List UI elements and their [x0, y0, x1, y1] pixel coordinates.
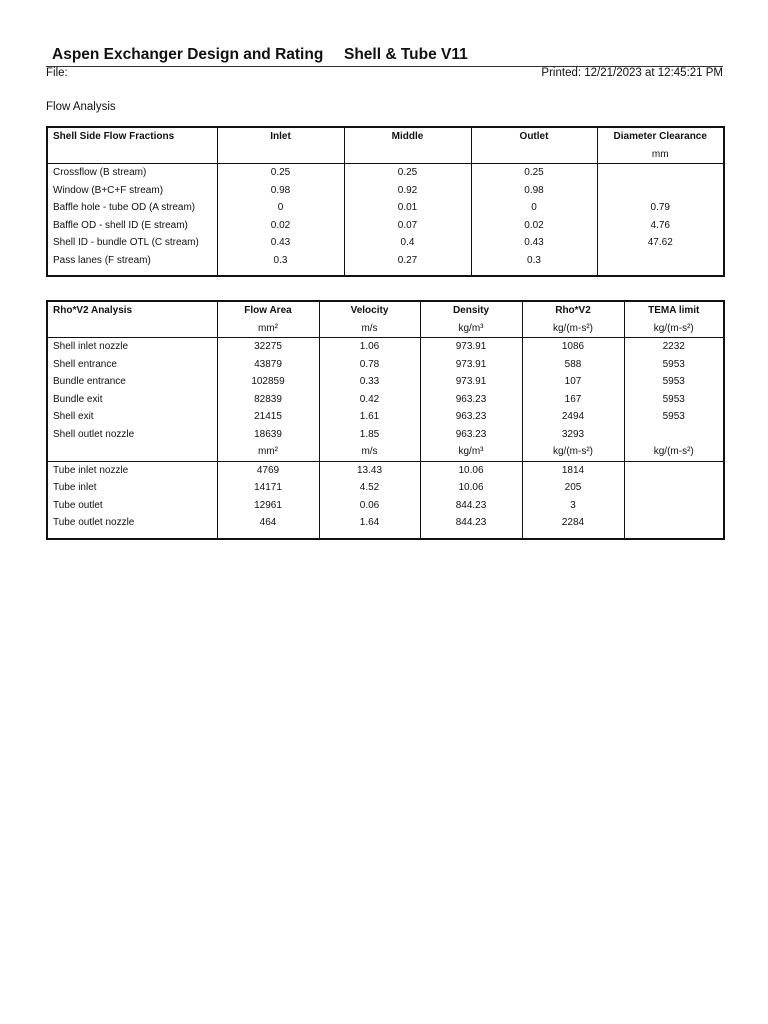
table-cell: 2232: [624, 338, 724, 356]
table-cell: 0.42: [319, 391, 420, 409]
table-cell: 0.33: [319, 373, 420, 391]
table-cell: 0.02: [471, 217, 597, 235]
table-cell: 4.52: [319, 479, 420, 497]
product-title: Shell & Tube V11: [344, 46, 468, 63]
row-label: Baffle hole - tube OD (A stream): [53, 202, 196, 213]
table-cell: 10.06: [420, 479, 522, 497]
spacer-row: [47, 532, 724, 539]
table-cell: 0.4: [344, 234, 471, 252]
column-header: Middle: [344, 127, 471, 146]
app-title: Aspen Exchanger Design and Rating: [52, 46, 324, 63]
row-label: Tube inlet nozzle: [47, 461, 217, 479]
unit-cell: [471, 146, 597, 164]
table-cell: 18639: [217, 426, 319, 444]
column-header: Shell Side Flow Fractions: [53, 131, 175, 142]
spacer-cell: [47, 532, 217, 539]
file-label: File:: [46, 67, 68, 79]
table-cell: 0.02: [217, 217, 344, 235]
table-cell: 0.98: [217, 182, 344, 200]
table-cell: 0.43: [217, 234, 344, 252]
table-cell: kg/(m-s²): [522, 443, 624, 461]
table-row: [47, 338, 724, 356]
table-cell: kg/(m-s²): [624, 443, 724, 461]
column-header: Rho*V2 Analysis: [53, 305, 133, 316]
table-cell: 13.43: [319, 461, 420, 479]
table-row: [47, 217, 724, 235]
table-cell: 0.06: [319, 497, 420, 515]
table-row: [47, 408, 724, 426]
table-cell: 205: [522, 479, 624, 497]
row-label: Bundle exit: [53, 393, 103, 405]
row-label: Shell outlet nozzle: [53, 428, 135, 440]
column-header: Inlet: [217, 127, 344, 146]
printed-timestamp: Printed: 12/21/2023 at 12:45:21 PM: [541, 67, 723, 79]
table-row: [47, 373, 724, 391]
table-cell: 4.76: [597, 217, 724, 235]
unit-cell: mm: [597, 146, 724, 164]
row-label: Shell entrance: [53, 358, 117, 370]
unit-cell: kg/(m-s²): [522, 320, 624, 338]
table-row: [47, 252, 724, 270]
row-label: Shell ID - bundle OTL (C stream): [53, 237, 199, 248]
table-row: [47, 497, 724, 515]
table-cell: 973.91: [420, 356, 522, 374]
table-cell: 0.25: [471, 164, 597, 182]
table-row: [47, 479, 724, 497]
table-cell: 0.43: [471, 234, 597, 252]
table-cell: 167: [522, 391, 624, 409]
table-cell: 5953: [624, 408, 724, 426]
table-cell: 5953: [624, 373, 724, 391]
table-row: [47, 356, 724, 374]
table-header-row: [47, 301, 724, 320]
spacer-cell: [217, 532, 319, 539]
table-cell: 963.23: [420, 408, 522, 426]
table-cell: 0.92: [344, 182, 471, 200]
table-cell: mm²: [217, 443, 319, 461]
column-header: Rho*V2: [522, 301, 624, 320]
spacer-cell: [597, 269, 724, 276]
spacer-cell: [471, 269, 597, 276]
table-row: [47, 391, 724, 409]
table-cell: kg/m³: [420, 443, 522, 461]
column-header: Outlet: [471, 127, 597, 146]
report-header: [46, 44, 723, 67]
units-row: [47, 146, 724, 164]
table-cell: 844.23: [420, 497, 522, 515]
table-cell: 844.23: [420, 514, 522, 532]
table-cell: 464: [217, 514, 319, 532]
table-cell: 107: [522, 373, 624, 391]
row-label: Crossflow (B stream): [47, 164, 217, 182]
table-cell: [597, 252, 724, 270]
spacer-cell: [47, 269, 217, 276]
table-cell: 47.62: [597, 234, 724, 252]
unit-cell: [344, 146, 471, 164]
table-cell: 0.01: [344, 199, 471, 217]
table-cell: 0: [471, 199, 597, 217]
table-cell: 21415: [217, 408, 319, 426]
row-label: Shell exit: [53, 411, 94, 422]
table-cell: 3: [522, 497, 624, 515]
rho-v2-table: [46, 300, 725, 540]
spacer-cell: [319, 532, 420, 539]
row-label: Baffle OD - shell ID (E stream): [53, 219, 188, 231]
table-cell: [624, 479, 724, 497]
column-header: Velocity: [319, 301, 420, 320]
units-row: [47, 320, 724, 338]
flow-fractions-table: [46, 126, 725, 277]
table-cell: 2284: [522, 514, 624, 532]
table-cell: 1.85: [319, 426, 420, 444]
table-cell: 10.06: [420, 461, 522, 479]
table-cell: 1814: [522, 461, 624, 479]
units-row: [47, 443, 724, 461]
row-label: Tube outlet: [53, 499, 103, 511]
unit-cell: mm²: [217, 320, 319, 338]
table-cell: 1.64: [319, 514, 420, 532]
table-row: [47, 514, 724, 532]
table-row: [47, 426, 724, 444]
rho-v2-body: [47, 338, 724, 539]
table-cell: 0.3: [471, 252, 597, 270]
table-cell: [624, 426, 724, 444]
table-cell: 0.98: [471, 182, 597, 200]
table-cell: 0.27: [344, 252, 471, 270]
table-cell: 82839: [217, 391, 319, 409]
column-header: TEMA limit: [624, 301, 724, 320]
spacer-cell: [522, 532, 624, 539]
row-label: [47, 443, 217, 461]
row-label: Shell inlet nozzle: [47, 338, 217, 356]
table-cell: 0: [217, 199, 344, 217]
row-label: Tube inlet: [53, 482, 97, 493]
table-cell: [624, 497, 724, 515]
table-row: [47, 234, 724, 252]
spacer-cell: [420, 532, 522, 539]
table-cell: 963.23: [420, 391, 522, 409]
table-header-row: [47, 127, 724, 146]
row-label: Window (B+C+F stream): [53, 184, 164, 196]
flow-fractions-body: [47, 164, 724, 277]
table-cell: 0.25: [217, 164, 344, 182]
table-cell: 2494: [522, 408, 624, 426]
unit-cell: [217, 146, 344, 164]
table-cell: 1086: [522, 338, 624, 356]
table-cell: 102859: [217, 373, 319, 391]
table-cell: 973.91: [420, 373, 522, 391]
table-cell: 43879: [217, 356, 319, 374]
table-cell: 3293: [522, 426, 624, 444]
table-cell: m/s: [319, 443, 420, 461]
unit-cell: m/s: [319, 320, 420, 338]
spacer-cell: [217, 269, 344, 276]
table-cell: 1.06: [319, 338, 420, 356]
unit-cell: kg/(m-s²): [624, 320, 724, 338]
table-row: [47, 199, 724, 217]
table-cell: 32275: [217, 338, 319, 356]
table-cell: 0.25: [344, 164, 471, 182]
table-row: [47, 164, 724, 182]
table-cell: [597, 164, 724, 182]
table-cell: [597, 182, 724, 200]
spacer-cell: [624, 532, 724, 539]
table-cell: 0.07: [344, 217, 471, 235]
table-cell: 963.23: [420, 426, 522, 444]
table-cell: [624, 461, 724, 479]
table-cell: 0.79: [597, 199, 724, 217]
table-cell: 973.91: [420, 338, 522, 356]
column-header: Flow Area: [217, 301, 319, 320]
section-title: Flow Analysis: [46, 101, 116, 113]
table-row: [47, 182, 724, 200]
unit-cell: kg/m³: [420, 320, 522, 338]
row-label: Pass lanes (F stream): [53, 254, 151, 266]
table-cell: 5953: [624, 391, 724, 409]
unit-cell: [47, 320, 217, 338]
table-cell: 5953: [624, 356, 724, 374]
unit-cell: [47, 146, 217, 164]
table-cell: [624, 514, 724, 532]
row-label: Bundle entrance: [53, 376, 126, 387]
spacer-row: [47, 269, 724, 276]
table-cell: 0.78: [319, 356, 420, 374]
row-label: Tube outlet nozzle: [53, 517, 135, 528]
table-cell: 14171: [217, 479, 319, 497]
column-header: Density: [420, 301, 522, 320]
table-cell: 12961: [217, 497, 319, 515]
table-cell: 588: [522, 356, 624, 374]
column-header: Diameter Clearance: [597, 127, 724, 146]
table-cell: 1.61: [319, 408, 420, 426]
table-cell: 4769: [217, 461, 319, 479]
spacer-cell: [344, 269, 471, 276]
table-row: [47, 461, 724, 479]
table-cell: 0.3: [217, 252, 344, 270]
